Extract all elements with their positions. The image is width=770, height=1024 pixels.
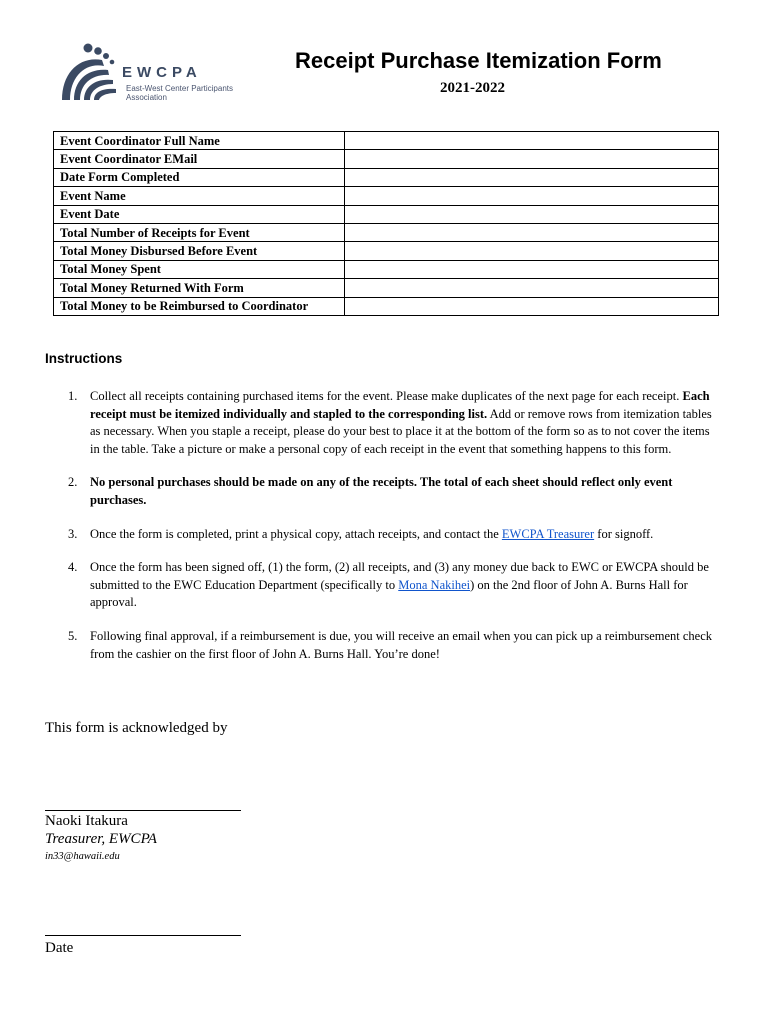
table-row xyxy=(54,132,719,150)
row-label: Total Money Spent xyxy=(54,260,345,278)
date-label: Date xyxy=(45,940,74,956)
money-disbursed-field[interactable] xyxy=(344,242,718,260)
row-label: Total Money Returned With Form xyxy=(54,279,345,297)
signer-name: Naoki Itakura xyxy=(45,813,128,829)
step-text: Following final approval, if a reimbursement is due, you will receive an email when you can pick up a reimbursement check from the cashier on the first floor of John A. Burns Hall. You’re done! xyxy=(90,628,713,661)
row-label: Event Name xyxy=(54,187,345,205)
signer-role: Treasurer, EWCPA xyxy=(45,831,157,847)
event-date-field[interactable] xyxy=(344,205,718,223)
row-label: Total Number of Receipts for Event xyxy=(54,223,345,241)
logo-subtitle: East-West Center Participants Association xyxy=(126,84,234,102)
step-text: Once the form has been signed off, (1) the form, (2) all receipts, and (3) any money due back to EWC or EWCPA should be submitted to the EWC Education Department (specifically to xyxy=(90,560,709,592)
event-name-field[interactable] xyxy=(344,187,718,205)
step-number: 2. xyxy=(68,475,78,490)
step-text: Add or remove rows from itemization tables as necessary. When you staple a receipt, please do your best to place it at the bottom of the form so as to not cover the items in the table. Take a picture or make a personal copy of each receipt in the event that something happens to this form. xyxy=(90,406,712,456)
row-label: Event Date xyxy=(54,205,345,223)
acknowledgement-text: This form is acknowledged by xyxy=(45,720,228,736)
form-title: Receipt Purchase Itemization Form xyxy=(295,48,662,73)
signature-line[interactable] xyxy=(45,810,241,811)
mona-nakihei-link[interactable]: Mona Nakihei xyxy=(398,577,471,592)
form-year: 2021-2022 xyxy=(440,80,505,96)
signer-email: in33@hawaii.edu xyxy=(45,851,120,862)
step-text: Collect all receipts containing purchased items for the event. Please make duplicates of the next page for each receipt. xyxy=(90,389,683,403)
ewcpa-treasurer-link[interactable]: EWCPA Treasurer xyxy=(501,526,595,541)
step-number: 4. xyxy=(68,560,78,575)
list-item xyxy=(68,474,720,509)
step-number: 1. xyxy=(68,389,78,403)
table-row xyxy=(54,187,719,205)
table-row xyxy=(54,242,719,260)
row-label: Event Coordinator EMail xyxy=(54,150,345,168)
step-text: Once the form is completed, print a physical copy, attach receipts, and contact the xyxy=(90,526,502,541)
list-item xyxy=(68,526,720,544)
ewcpa-logo xyxy=(58,42,234,106)
coordinator-email-field[interactable] xyxy=(344,150,718,168)
table-row xyxy=(54,205,719,223)
row-label: Date Form Completed xyxy=(54,168,345,186)
money-returned-field[interactable] xyxy=(344,279,718,297)
instructions-heading: Instructions xyxy=(45,351,123,366)
table-row xyxy=(54,279,719,297)
row-label: Event Coordinator Full Name xyxy=(54,132,345,150)
logo-wordmark: EWCPA xyxy=(122,64,202,81)
step-bold-text: Each receipt must be itemized individually and stapled to the corresponding list. xyxy=(90,389,710,421)
event-info-table xyxy=(53,131,719,316)
table-row xyxy=(54,150,719,168)
list-item xyxy=(68,559,720,612)
table-row xyxy=(54,168,719,186)
table-row xyxy=(54,297,719,315)
coordinator-name-field[interactable] xyxy=(344,132,718,150)
table-row xyxy=(54,223,719,241)
list-item xyxy=(68,628,720,663)
logo-mark-icon xyxy=(58,42,122,106)
date-line[interactable] xyxy=(45,935,241,936)
receipt-count-field[interactable] xyxy=(344,223,718,241)
row-label: Total Money to be Reimbursed to Coordinator xyxy=(54,297,345,315)
table-row xyxy=(54,260,719,278)
step-number: 3. xyxy=(68,526,78,541)
money-spent-field[interactable] xyxy=(344,260,718,278)
step-bold-text: No personal purchases should be made on any of the receipts. The total of each sheet should reflect only event purchases. xyxy=(90,475,673,507)
money-reimbursed-field[interactable] xyxy=(344,297,718,315)
step-text: for signoff. xyxy=(594,526,654,541)
step-text: ) on the 2nd floor of John A. Burns Hall for approval. xyxy=(90,577,688,610)
step-number: 5. xyxy=(68,628,78,643)
instructions-list xyxy=(68,388,720,679)
list-item xyxy=(68,388,720,458)
date-completed-field[interactable] xyxy=(344,168,718,186)
row-label: Total Money Disbursed Before Event xyxy=(54,242,345,260)
